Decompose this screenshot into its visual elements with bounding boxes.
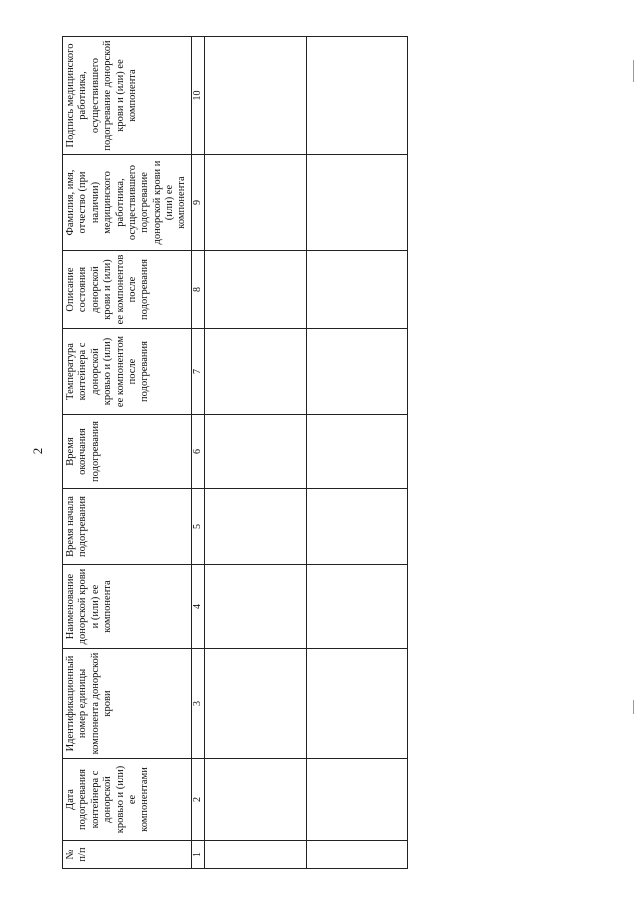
header-cell-end-time: Время окончания подогревания <box>63 415 192 489</box>
table-cell <box>205 841 306 869</box>
table-cell <box>306 759 407 841</box>
header-cell-start-time: Время начала подогревания <box>63 489 192 565</box>
header-cell-number: № п/п <box>63 841 192 869</box>
header-cell-worker-name: Фамилия, имя, отчество (при наличии) медицинского работника, осуществившего подогревание донорской крови и (или) ее компонента <box>63 155 192 251</box>
table-row <box>205 37 306 869</box>
blood-warming-log-table <box>62 36 408 869</box>
table-cell <box>205 565 306 649</box>
table-cell <box>205 489 306 565</box>
header-cell-signature: Подпись медицинского работника, осуществившего подогревание донорской крови и (или) ее компонента <box>63 37 192 155</box>
table-cell <box>306 841 407 869</box>
table-row <box>306 37 407 869</box>
column-number: 10 <box>192 37 205 155</box>
table-cell <box>306 565 407 649</box>
column-number: 6 <box>192 415 205 489</box>
table-cell <box>306 489 407 565</box>
column-number: 5 <box>192 489 205 565</box>
table-cell <box>205 649 306 759</box>
table-cell <box>205 37 306 155</box>
column-number: 8 <box>192 251 205 329</box>
column-number: 9 <box>192 155 205 251</box>
column-number: 1 <box>192 841 205 869</box>
header-row <box>63 37 192 869</box>
header-cell-name: Наименование донорской крови и (или) ее компонента <box>63 565 192 649</box>
log-table-wrapper <box>62 37 408 869</box>
header-cell-id: Идентификационный номер единицы компонента донорской крови <box>63 649 192 759</box>
table-cell <box>306 155 407 251</box>
header-cell-temperature: Температура контейнера с донорской кровью и (или) ее компонентом после подогревания <box>63 329 192 415</box>
page-number: 2 <box>30 447 45 455</box>
table-cell <box>306 415 407 489</box>
table-cell <box>205 329 306 415</box>
header-cell-description: Описание состояния донорской крови и (или) ее компонентов после подогревания <box>63 251 192 329</box>
column-number: 2 <box>192 759 205 841</box>
table-cell <box>205 415 306 489</box>
scan-artifact-mark <box>633 60 634 82</box>
scan-artifact-mark <box>633 700 634 714</box>
table-cell <box>205 759 306 841</box>
column-number: 3 <box>192 649 205 759</box>
table-cell <box>205 251 306 329</box>
table-cell <box>306 251 407 329</box>
column-number-row <box>192 37 205 869</box>
table-cell <box>306 649 407 759</box>
column-number: 4 <box>192 565 205 649</box>
table-cell <box>306 329 407 415</box>
header-cell-date: Дата подогревания контейнера с донорской кровью и (или) ее компонентами <box>63 759 192 841</box>
table-cell <box>205 155 306 251</box>
table-cell <box>306 37 407 155</box>
column-number: 7 <box>192 329 205 415</box>
